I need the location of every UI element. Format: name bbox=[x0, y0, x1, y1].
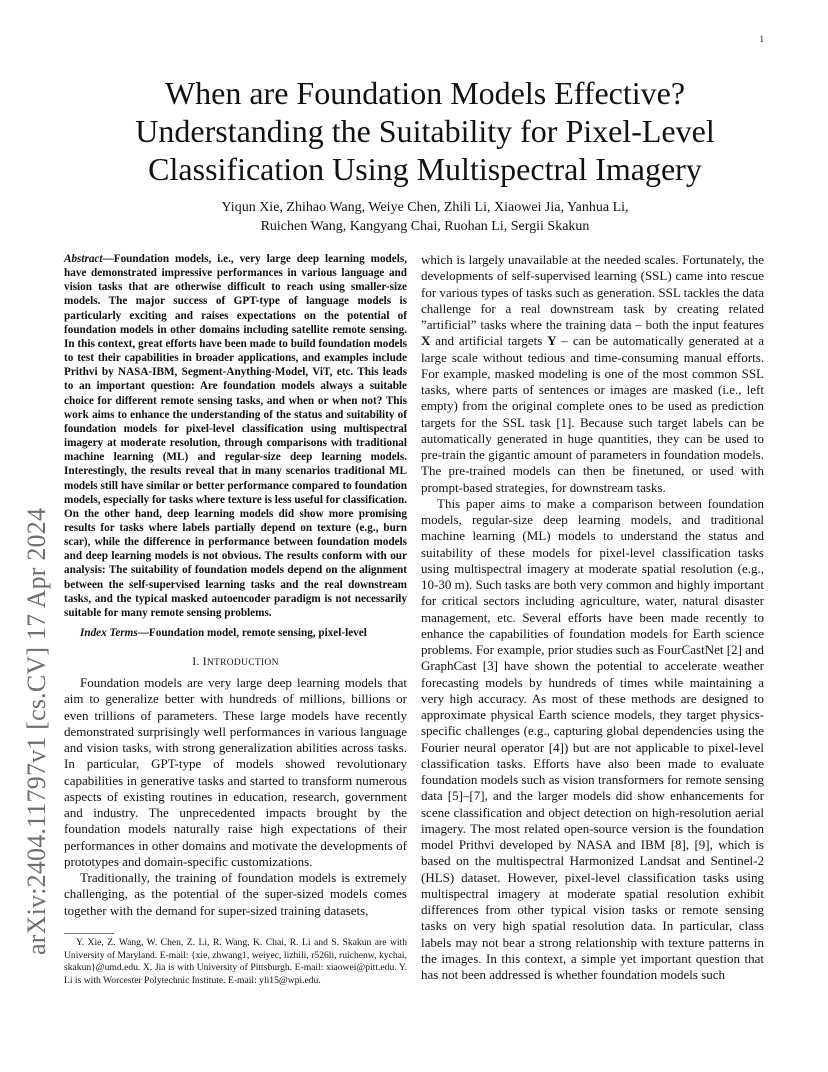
abstract-text: —Foundation models, i.e., very large deep learning models, have demonstrated impressive performances in various language and vision tasks that are otherwise difficult to reach using smaller-size models. The major success of GPT-type of language models is particularly exciting and raises expectations on the potential of foundation models in other domains including satellite remote sensing. In this context, great efforts have been made to build foundation models to test their capabilities in broader applications, and examples include Prithvi by NASA-IBM, Segment-Anything-Model, ViT, etc. This leads to an important question: Are foundation models always a suitable choice for different remote sensing tasks, and when or when not? This work aims to enhance the understanding of the status and suitability of foundation models for pixel-level classification using multispectral imagery at moderate resolution, through comparisons with traditional machine learning (ML) and regular-size deep learning models. Interestingly, the results reveal that in many scenarios traditional ML models still have similar or better performance compared to foundation models, especially for tasks where texture is less useful for classification. On the other hand, deep learning models did show more promising results for tasks where labels partially depend on texture (e.g., burn scar), while the difference in performance between foundation models and deep learning models is not obvious. The results conform with our analysis: The suitability of foundation models depend on the alignment between the self-supervised learning tasks and the real downstream tasks, and the typical masked autoencoder paradigm is not necessarily suitable for many remote sensing problems. bbox=[64, 253, 407, 619]
paragraph-text: – can be automatically generated at a large scale without tedious and time-consuming manual efforts. For example, masked modeling is one of the most common SSL tasks, where parts of sentences or images are masked (i.e., left empty) from the original complete ones to be used as prediction targets for the SSL task [1]. Because such target labels can be automatically generated in huge quantities, they can be used to pre-train the gigantic amount of parameters in foundation models. The pre-trained models can then be finetuned, or used with prompt-based strategies, for downstream tasks. bbox=[421, 333, 764, 495]
footnote-rule bbox=[64, 933, 114, 934]
paragraph-text: which is largely unavailable at the needed scales. Fortunately, the developments of self-supervised learning (SSL) came into rescue for various types of tasks such as generation. SSL tackles the data challenge for a real downstream task by creating related ”artificial” tasks where the training data – both the input features bbox=[421, 252, 764, 332]
title-line: Classification Using Multispectral Imagery bbox=[148, 151, 702, 187]
left-column bbox=[64, 252, 407, 988]
right-column bbox=[421, 252, 764, 983]
index-terms-label: Index Terms bbox=[80, 627, 138, 640]
author-line: Yiqun Xie, Zhihao Wang, Weiye Chen, Zhili Li, Xiaowei Jia, Yanhua Li, bbox=[221, 200, 629, 215]
page-number: 1 bbox=[759, 34, 764, 44]
title-line: When are Foundation Models Effective? bbox=[164, 75, 686, 111]
index-terms-text: —Foundation model, remote sensing, pixel-level bbox=[137, 627, 367, 640]
paragraph-text: and artificial targets bbox=[430, 333, 548, 349]
section-numeral: I. I bbox=[192, 656, 207, 669]
paper-title bbox=[80, 74, 770, 188]
variable-y: Y bbox=[547, 333, 557, 349]
body-paragraph: Traditionally, the training of foundation models is extremely challenging, as the potential of the super-sized models comes together with the demand for super-sized training datasets, bbox=[64, 870, 407, 918]
variable-x: X bbox=[421, 333, 431, 349]
abstract bbox=[64, 252, 407, 620]
section-title: NTRODUCTION bbox=[206, 658, 279, 669]
body-paragraph: This paper aims to make a comparison between foundation models, regular-size deep learning models, and traditional machine learning (ML) models to understand the status and suitability of these models for pixel-level classification tasks using multispectral imagery at moderate spatial resolution (e.g., 10-30 m). Such tasks are both very common and highly important for critical sectors including agriculture, water, natural disaster management, etc. Several efforts have been made recently to enhance the capabilities of foundation models for Earth science problems. For example, prior studies such as FourCastNet [2] and GraphCast [3] have shown the potential to accelerate weather forecasting models by hundreds of times while maintaining a very high accuracy. As most of these methods are designed to approximate physical Earth science models, they target physics-specific challenges (e.g., capturing global dependencies using the Fourier neural operator [4]) but are not applicable to pixel-level classification tasks. Efforts have also been made to evaluate foundation models such as vision transformers for remote sensing data [5]–[7], and the larger models did show enhancements for scene classification and object detection on high-resolution aerial imagery. The most related open-source version is the foundation model Prithvi developed by NASA and IBM [8], [9], which is based on the multispectral Harmonized Landsat and Sentinel-2 (HLS) dataset. However, pixel-level classification tasks using multispectral imagery at moderate spatial resolution exhibit differences from other typical vision tasks or remote sensing tasks on very high spatial resolution data. In particular, class labels may not bear a strong relationship with texture patterns in the images. In this context, a simple yet important question that has not been addressed is whether foundation models such bbox=[421, 495, 764, 982]
section-heading bbox=[64, 656, 407, 668]
abstract-label: Abstract bbox=[64, 253, 103, 265]
arxiv-stamp: arXiv:2404.11797v1 [cs.CV] 17 Apr 2024 bbox=[22, 507, 51, 955]
author-list bbox=[80, 198, 770, 236]
body-paragraph bbox=[421, 252, 764, 496]
index-terms bbox=[64, 626, 407, 640]
author-line: Ruichen Wang, Kangyang Chai, Ruohan Li, Sergii Skakun bbox=[260, 219, 590, 234]
affiliation-footnote: Y. Xie, Z. Wang, W. Chen, Z. Li, R. Wang, K. Chai, R. Li and S. Skakun are with University of Maryland. E-mail: {xie, zhwang1, weiyec, lizhili, r526li, ruichenw, kychai, skakun}@umd.edu. X. Jia is with University of Pittsburgh. E-mail: xiaowei@pitt.edu. Y. Li is with Worcester Polytechnic Institute. E-mail: yli15@wpi.edu. bbox=[64, 936, 407, 987]
body-paragraph: Foundation models are very large deep learning models that aim to generalize better with hundreds of millions, billions or even trillions of parameters. These large models have recently demonstrated surprisingly well performances in various language and vision tasks, with strong generalization abilities across tasks. In particular, GPT-type of models showed revolutionary capabilities in generative tasks and started to transform numerous aspects of existing routines in education, research, government and industry. The unprecedented impacts brought by the foundation models naturally raise high expectations of their performances in other domains and motivate the developments of prototypes and domain-specific customizations. bbox=[64, 675, 407, 869]
title-line: Understanding the Suitability for Pixel-Level bbox=[135, 113, 715, 149]
